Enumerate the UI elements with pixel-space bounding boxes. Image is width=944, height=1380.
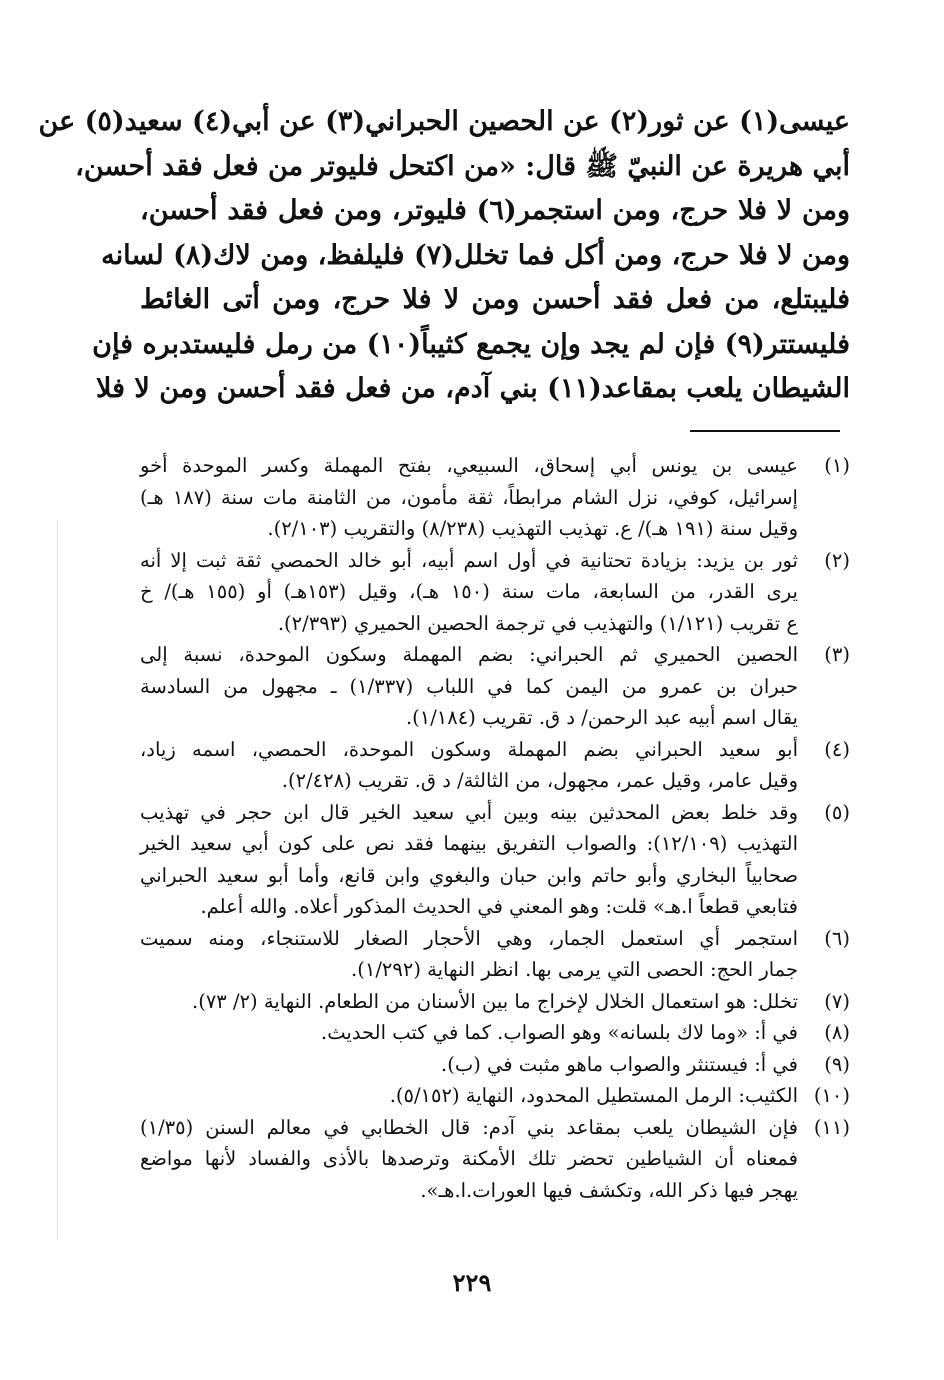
- footnote-1: [140, 450, 850, 545]
- main-text-line: ومن لا فلا حرج، ومن أكل فما تخلل(٧) فليلفظ، ومن لاك(٨) لسانه: [101, 239, 850, 271]
- page-number: ٢٢٩: [452, 1268, 492, 1297]
- footnote-line: التهذيب (١٢/١٠٩): والصواب التفريق بينهما فقد نص على كون أبي سعيد الخير: [140, 832, 798, 855]
- scan-margin-line: [57, 520, 58, 1240]
- footnote-line: يقال اسم أبيه عبد الرحمن/ د ق. تقريب (١/١٨٤).: [405, 706, 798, 729]
- footnote-number: (٢): [824, 548, 850, 572]
- footnote-6: [140, 923, 850, 986]
- footnote-line: الكثيب: الرمل المستطيل المحدود، النهاية (٥/١٥٢).: [389, 1084, 798, 1107]
- footnote-line: جمار الحج: الحصى التي يرمى بها. انظر النهاية (١/٢٩٢).: [351, 958, 798, 981]
- footnote-line: أبو سعيد الحبراني بضم المهملة وسكون الموحدة، الحمصي، اسمه زياد،: [140, 737, 798, 761]
- footnote-body: [140, 450, 798, 545]
- footnote-11: [140, 1112, 850, 1207]
- footnote-number: (٦): [824, 926, 850, 950]
- footnote-5: [140, 797, 850, 923]
- footnote-number: (١٠): [813, 1084, 850, 1107]
- footnote-7: [140, 986, 850, 1018]
- footnote-number: (٤): [824, 737, 850, 761]
- footnote-number: (٧): [824, 989, 850, 1013]
- footnote-line: في أ: فيستنثر والصواب ماهو مثبت في (ب).: [441, 1052, 798, 1076]
- footnote-line: وقد خلط بعض المحدثين بينه وبين أبي سعيد الخير قال ابن حجر في تهذيب: [140, 800, 798, 824]
- footnote-9: [140, 1049, 850, 1081]
- footnote-line: في أ: «وما لاك بلسانه» وهو الصواب. كما في كتب الحديث.: [321, 1021, 798, 1044]
- footnote-line: يرى القدر، من السابعة، مات سنة (١٥٠ هـ)، وقيل (١٥٣هـ) أو (١٥٥ هـ)/ خ: [140, 580, 798, 603]
- footnote-body: [140, 639, 798, 734]
- main-text-line: أبي هريرة عن النبيّ ﷺ قال: «من اكتحل فليوتر من فعل فقد أحسن،: [75, 150, 850, 182]
- footnote-number: (١١): [813, 1115, 850, 1139]
- footnote-line: ع تقريب (١/١٢١) والتهذيب في ترجمة الحصين الحميري (٢/٣٩٣).: [277, 611, 798, 635]
- main-text-line: فليستتر(٩) فإن لم يجد وإن يجمع كثيباً(١٠) من رمل فليستدبره فإن: [92, 328, 850, 360]
- footnote-3: [140, 639, 850, 734]
- footnote-body: [140, 1080, 798, 1112]
- footnote-line: فإن الشيطان يلعب بمقاعد بني آدم: قال الخطابي في معالم السنن (١/٣٥): [140, 1115, 798, 1139]
- footnote-body: [140, 923, 798, 986]
- footnotes: [140, 450, 850, 1206]
- footnote-line: فتابعي قطعاً ا.هـ» قلت: وهو المعني في الحديث المذكور أعلاه. والله أعلم.: [200, 895, 798, 918]
- main-text-line: الشيطان يلعب بمقاعد(١١) بني آدم، من فعل فقد أحسن ومن لا فلا: [96, 373, 850, 404]
- footnote-2: [140, 545, 850, 640]
- footnote-number: (٥): [824, 800, 850, 824]
- footnote-line: حبران بن عمرو من اليمن كما في اللباب (١/٣٣٧) ـ مجهول من السادسة: [140, 674, 798, 698]
- footnote-line: يهجر فيها ذكر الله، وتكشف فيها العورات.ا.هـ».: [420, 1178, 798, 1202]
- footnote-body: [140, 1017, 798, 1049]
- footnote-body: [140, 1049, 798, 1081]
- main-text-line: ومن لا فلا حرج، ومن استجمر(٦) فليوتر، ومن فعل فقد أحسن،: [140, 195, 850, 226]
- footnote-line: فمعناه أن الشياطين تحضر تلك الأمكنة وترصدها بالأذى والفساد لأنها مواضع: [140, 1147, 798, 1170]
- footnote-8: [140, 1017, 850, 1049]
- footnote-body: [140, 797, 798, 923]
- footnote-body: [140, 545, 798, 640]
- footnote-line: الحصين الحميري ثم الحبراني: بضم المهملة وسكون الموحدة، نسبة إلى: [140, 643, 798, 666]
- footnote-line: إسرائيل، كوفي، نزل الشام مرابطاً، ثقة مأمون، من الثامنة مات سنة (١٨٧ هـ): [140, 485, 798, 509]
- footnote-body: [140, 986, 798, 1018]
- footnote-number: (٣): [824, 643, 850, 666]
- footnote-line: صحابياً البخاري وأبو حاتم وابن حبان والبغوي وابن قانع، وأما أبو سعيد الحبراني: [140, 863, 798, 887]
- footnote-body: [140, 734, 798, 797]
- footnote-number: (٩): [824, 1052, 850, 1076]
- footnote-line: وقيل سنة (١٩١ هـ)/ ع. تهذيب التهذيب (٨/٢٣٨) والتقريب (٢/١٠٣).: [267, 517, 798, 540]
- footnote-line: استجمر أي استعمل الجمار، وهي الأحجار الصغار للاستنجاء، ومنه سميت: [140, 926, 798, 950]
- footnote-number: (١): [824, 454, 850, 477]
- footnote-10: [140, 1080, 850, 1112]
- main-text-line: عيسى(١) عن ثور(٢) عن الحصين الحبراني(٣) عن أبي(٤) سعيد(٥) عن: [38, 106, 850, 137]
- footnote-line: تخلل: هو استعمال الخلال لإخراج ما بين الأسنان من الطعام. النهاية (٢/ ٧٣).: [192, 989, 798, 1013]
- main-text: [38, 100, 850, 412]
- footnote-separator: [690, 430, 840, 432]
- footnote-line: وقيل عامر، وقيل عمر، مجهول، من الثالثة/ د ق. تقريب (٢/٤٢٨).: [281, 769, 798, 792]
- footnote-line: ثور بن يزيد: بزيادة تحتانية في أول اسم أبيه، أبو خالد الحمصي ثقة ثبت إلا أنه: [140, 548, 798, 572]
- footnote-4: [140, 734, 850, 797]
- footnote-body: [140, 1112, 798, 1207]
- footnote-number: (٨): [824, 1021, 850, 1044]
- main-text-line: فليبتلع، من فعل فقد أحسن ومن لا فلا حرج، ومن أتى الغائط: [140, 284, 850, 315]
- footnote-line: عيسى بن يونس أبي إسحاق، السبيعي، بفتح المهملة وكسر الموحدة أخو: [140, 454, 798, 477]
